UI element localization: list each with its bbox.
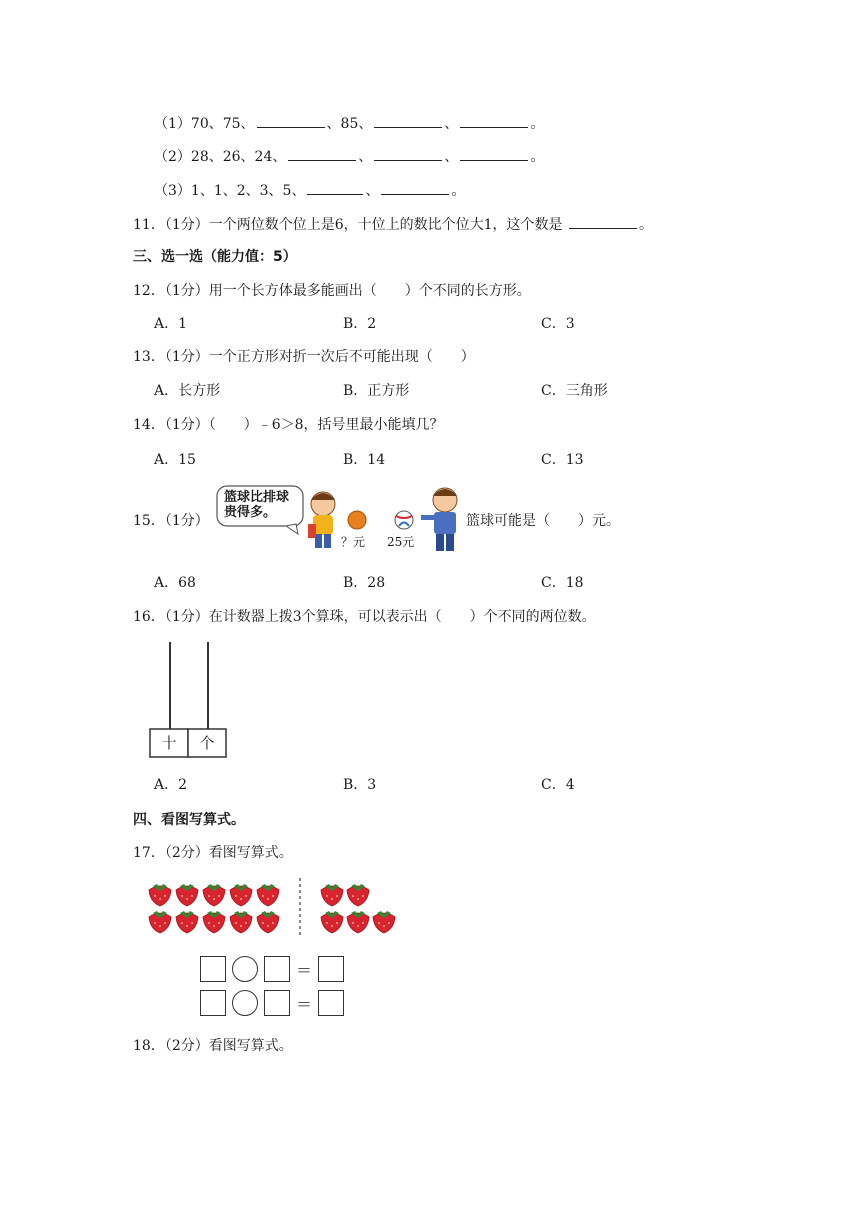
question-12-text: 12．（1分）用一个长方体最多能画出（ ）个不同的长方形。 [133, 283, 531, 299]
number-box[interactable] [200, 990, 226, 1016]
strawberry-icon [257, 911, 279, 933]
q15-option-c[interactable]: C．18 [541, 575, 584, 591]
strawberry-icon [203, 911, 225, 933]
equals-sign: ＝ [296, 960, 313, 980]
strawberry-icon [257, 884, 279, 906]
question-17-text: 17．（2分）看图写算式。 [133, 845, 293, 861]
equals-sign: ＝ [296, 994, 313, 1014]
q10-item-3 [154, 180, 465, 201]
number-box[interactable] [264, 990, 290, 1016]
q10-item-2-sep2: 、 [444, 149, 459, 165]
abacus-counter [148, 642, 230, 760]
answer-blank[interactable] [257, 113, 325, 128]
q15-option-b[interactable]: B．28 [343, 575, 386, 591]
question-15-suffix: 篮球可能是（ ）元。 [466, 513, 620, 529]
question-16-text: 16．（1分）在计数器上拨3个算珠，可以表示出（ ）个不同的两位数。 [133, 609, 596, 625]
question-11 [133, 214, 653, 235]
ones-label: 个 [199, 734, 215, 752]
strawberry-icon [176, 911, 198, 933]
section-4-title: 四、看图写算式。 [133, 812, 245, 828]
q13-option-c[interactable]: C．三角形 [541, 383, 608, 399]
answer-blank[interactable] [460, 146, 528, 161]
strawberry-figure [146, 876, 398, 1020]
strawberry-icon [230, 884, 252, 906]
speech-bubble-text [224, 490, 289, 520]
q10-item-2 [154, 146, 544, 167]
q10-item-1-mid: 、85、 [326, 116, 373, 132]
q10-item-3-sep: 、 [365, 183, 380, 199]
q10-item-2-sep1: 、 [358, 149, 373, 165]
section-3-title: 三、选一选（能力值：5） [133, 249, 297, 265]
strawberry-icon [321, 884, 343, 906]
strawberry-icon [149, 884, 171, 906]
q13-option-b[interactable]: B．正方形 [343, 383, 410, 399]
number-box[interactable] [200, 956, 226, 982]
q12-option-c[interactable]: C．3 [541, 316, 575, 332]
q10-item-1-sep: 、 [444, 116, 459, 132]
question-11-text: 11．（1分）一个两位数个位上是6，十位上的数比个位大1，这个数是 [133, 217, 563, 233]
question-13-text: 13．（1分）一个正方形对折一次后不可能出现（ ） [133, 349, 475, 365]
q10-item-3-label: （3）1、1、2、3、5、 [154, 183, 306, 199]
operator-circle[interactable] [232, 956, 258, 982]
q10-item-3-end: 。 [451, 183, 466, 199]
strawberry-icon [373, 911, 395, 933]
answer-blank[interactable] [288, 146, 356, 161]
q14-option-b[interactable]: B．14 [343, 452, 386, 468]
question-15-prefix: 15．（1分） [133, 513, 209, 529]
basketball-price: ？元 [341, 535, 366, 549]
strawberry-icon [203, 884, 225, 906]
q13-option-a[interactable]: A．长方形 [154, 383, 221, 399]
answer-blank[interactable] [569, 214, 637, 229]
number-box[interactable] [264, 956, 290, 982]
q16-option-a[interactable]: A．2 [154, 777, 188, 793]
answer-blank[interactable] [307, 180, 363, 195]
q12-option-b[interactable]: B．2 [343, 316, 377, 332]
answer-blank[interactable] [374, 113, 442, 128]
strawberry-icon [149, 911, 171, 933]
volleyball-icon [395, 511, 413, 529]
basketball-icon [348, 511, 366, 529]
q15-picture [216, 484, 462, 556]
q10-item-2-label: （2）28、26、24、 [154, 149, 287, 165]
q12-option-a[interactable]: A．1 [154, 316, 188, 332]
q14-option-c[interactable]: C．13 [541, 452, 584, 468]
equation-row-2 [200, 990, 344, 1016]
strawberry-icon [321, 911, 343, 933]
answer-blank[interactable] [374, 146, 442, 161]
volleyball-price: 25元 [387, 535, 415, 549]
q16-option-b[interactable]: B．3 [343, 777, 377, 793]
answer-blank[interactable] [381, 180, 449, 195]
q10-item-1-end: 。 [530, 116, 545, 132]
strawberry-icon [347, 884, 369, 906]
speech-bubble-line-2: 贵得多。 [224, 505, 277, 520]
answer-blank[interactable] [460, 113, 528, 128]
q10-item-2-end: 。 [530, 149, 545, 165]
q10-item-1-label: （1）70、75、 [154, 116, 255, 132]
question-18-text: 18．（2分）看图写算式。 [133, 1038, 293, 1054]
operator-circle[interactable] [232, 990, 258, 1016]
q16-option-c[interactable]: C．4 [541, 777, 575, 793]
result-box[interactable] [318, 990, 344, 1016]
equation-row-1 [200, 956, 344, 982]
speech-bubble-line-1: 篮球比排球 [224, 490, 290, 505]
strawberry-icon [230, 911, 252, 933]
question-11-end: 。 [639, 217, 653, 233]
question-14-text: 14．（1分）（ ）﹣6＞8，括号里最小能填几？ [133, 417, 444, 433]
q15-option-a[interactable]: A．68 [154, 575, 196, 591]
q14-option-a[interactable]: A．15 [154, 452, 196, 468]
result-box[interactable] [318, 956, 344, 982]
strawberry-icon [176, 884, 198, 906]
strawberry-icon [347, 911, 369, 933]
boy-figure-icon [421, 488, 457, 551]
boy-figure-icon [308, 492, 335, 548]
tens-label: 十 [161, 734, 177, 752]
q10-item-1 [154, 113, 544, 134]
